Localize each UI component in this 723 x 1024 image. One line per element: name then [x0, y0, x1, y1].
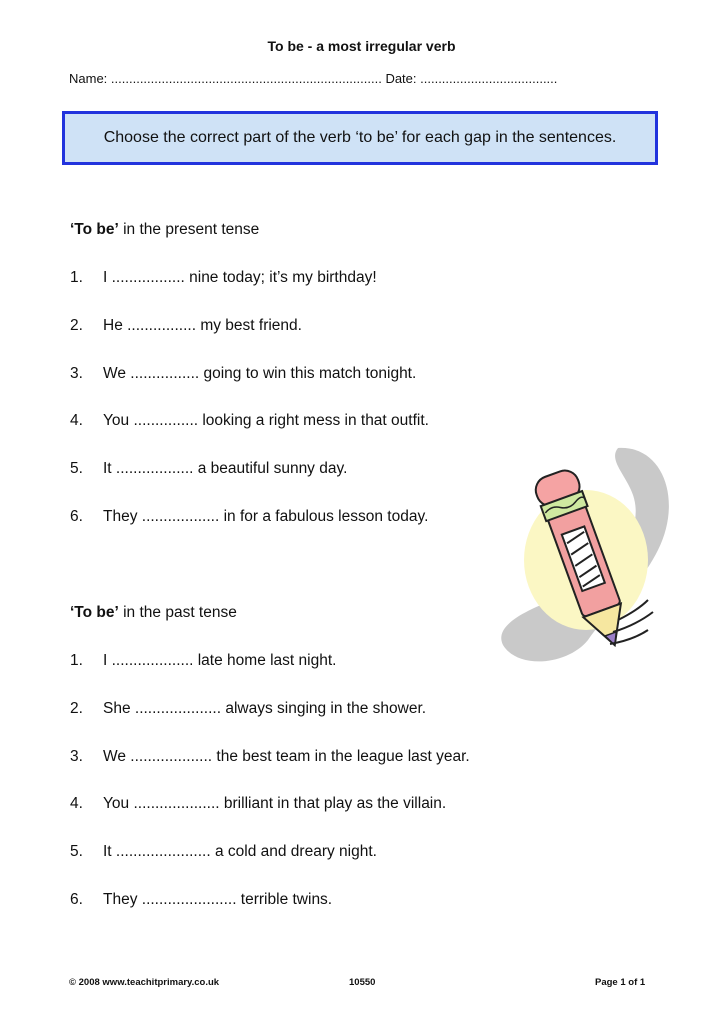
sentence-text: It .................. a beautiful sunny day.: [103, 460, 348, 477]
sentence-number: 4.: [70, 795, 83, 812]
sentence-number: 6.: [70, 891, 83, 908]
date-blank: ......................................: [420, 71, 558, 86]
present-heading-rest: in the present tense: [118, 221, 260, 238]
name-blank: ...........................................................................: [110, 71, 382, 86]
page-title: To be - a most irregular verb: [267, 38, 456, 54]
present-heading-bold: ‘To be’: [70, 221, 119, 238]
past-sentence-4: [70, 795, 446, 813]
sentence-text: He ................ my best friend.: [103, 317, 302, 334]
instruction-text: Choose the correct part of the verb ‘to be’ for each gap in the sentences.: [103, 129, 617, 146]
sentence-number: 5.: [70, 460, 83, 477]
instruction-box: [62, 111, 658, 165]
sentence-text: They ...................... terrible twins.: [103, 891, 333, 908]
sentence-text: I ................. nine today; it’s my birthday!: [103, 269, 377, 286]
present-sentence-6: [70, 508, 428, 526]
sentence-text: They .................. in for a fabulous lesson today.: [103, 508, 429, 525]
past-sentence-6: [70, 891, 332, 909]
sentence-text: It ...................... a cold and dreary night.: [103, 843, 377, 860]
sentence-text: She .................... always singing in the shower.: [103, 700, 427, 717]
present-sentence-2: [70, 317, 302, 335]
sentence-text: I ................... late home last night.: [103, 652, 337, 669]
name-date-line: [69, 71, 557, 86]
sentence-text: You .................... brilliant in that play as the villain.: [103, 795, 447, 812]
past-tense-heading: [70, 604, 237, 622]
past-heading-bold: ‘To be’: [70, 604, 119, 621]
past-sentence-5: [70, 843, 377, 861]
footer-copyright: © 2008 www.teachitprimary.co.uk: [69, 977, 220, 988]
present-tense-heading: [70, 221, 259, 239]
sentence-text: We ................ going to win this match tonight.: [103, 365, 417, 382]
sentence-text: We ................... the best team in the league last year.: [103, 748, 470, 765]
sentence-number: 3.: [70, 748, 83, 765]
sentence-number: 1.: [70, 269, 83, 286]
present-sentence-5: [70, 460, 347, 478]
sentence-number: 4.: [70, 412, 83, 429]
date-label: Date:: [385, 71, 417, 86]
sentence-number: 2.: [70, 700, 83, 717]
present-sentence-4: [70, 412, 429, 430]
past-sentence-3: [70, 748, 470, 766]
past-heading-rest: in the past tense: [118, 604, 237, 621]
present-sentence-3: [70, 365, 416, 383]
present-sentence-1: [70, 269, 377, 287]
footer-page-number: Page 1 of 1: [595, 977, 646, 988]
sentence-number: 1.: [70, 652, 83, 669]
name-label: Name:: [69, 71, 108, 86]
sentence-number: 3.: [70, 365, 83, 382]
pencil-clipart-icon: [498, 440, 678, 670]
sentence-text: You ............... looking a right mess in that outfit.: [103, 412, 429, 429]
past-sentence-2: [70, 700, 426, 718]
sentence-number: 2.: [70, 317, 83, 334]
past-sentence-1: [70, 652, 336, 670]
sentence-number: 6.: [70, 508, 83, 525]
sentence-number: 5.: [70, 843, 83, 860]
footer-document-id: 10550: [349, 977, 376, 988]
